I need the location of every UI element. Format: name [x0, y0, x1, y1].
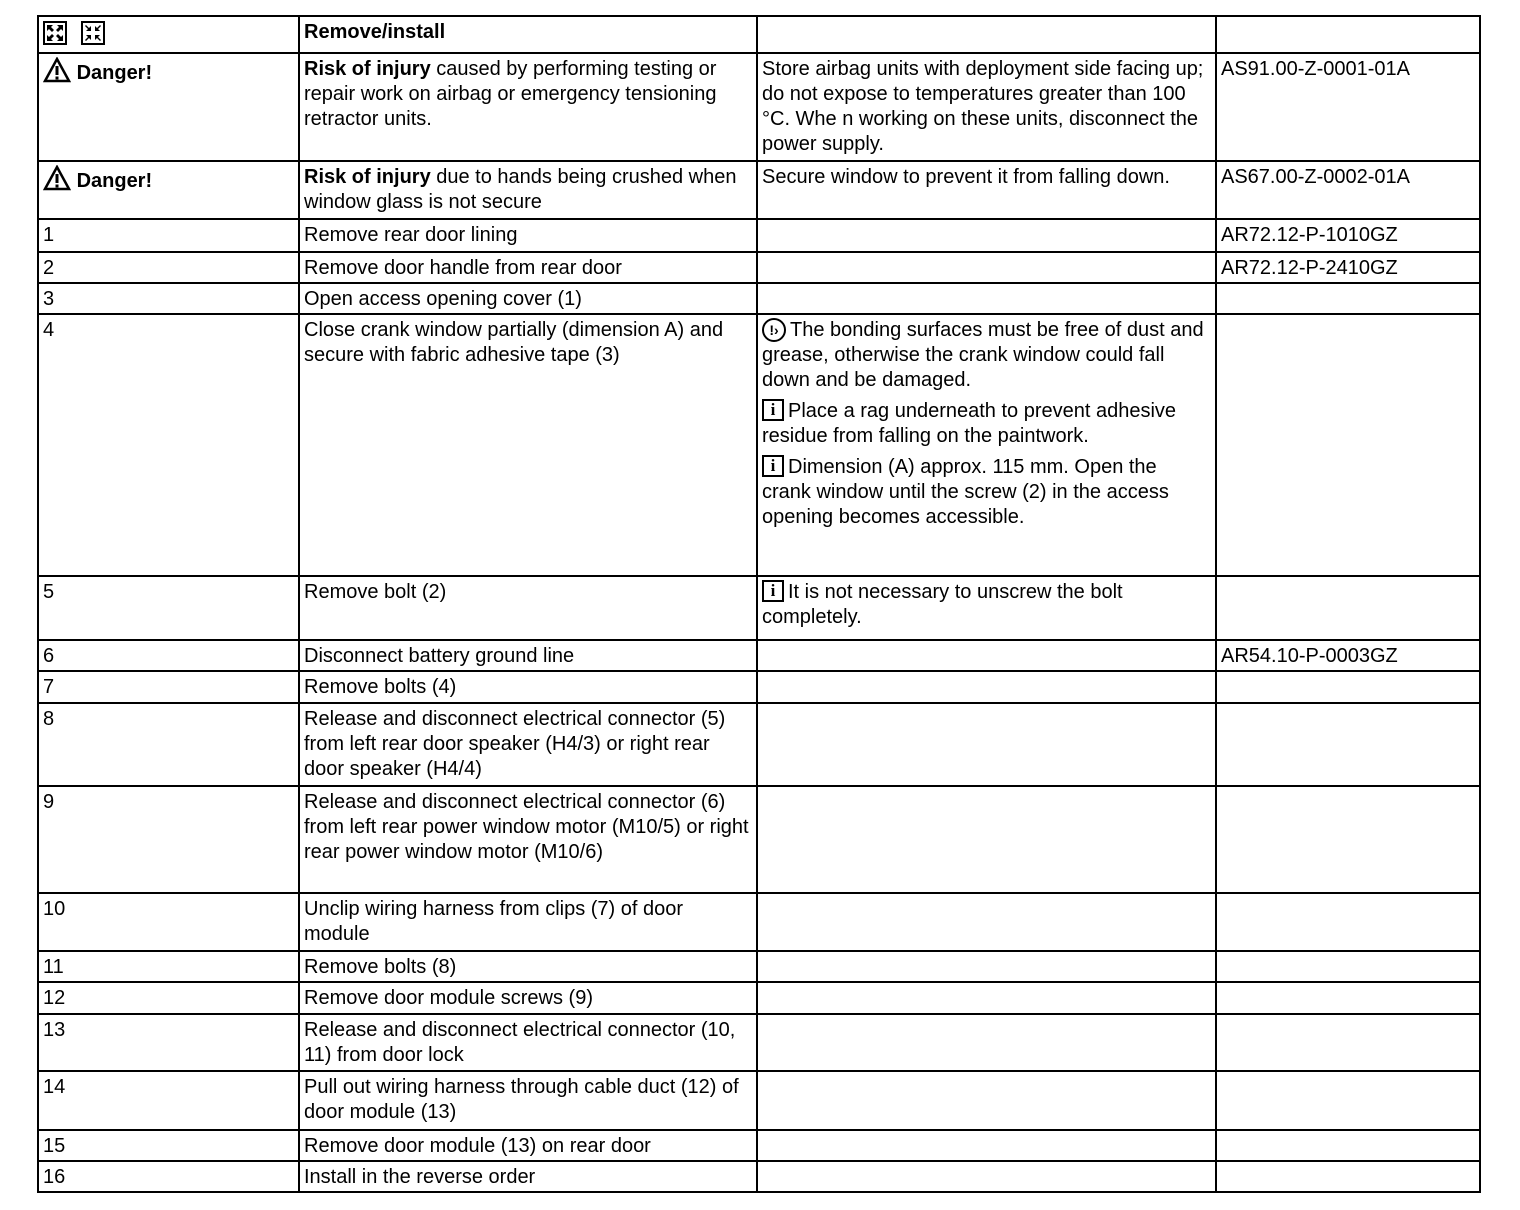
step-number: 16	[38, 1161, 299, 1192]
reference-link[interactable]: AR72.12-P-1010GZ	[1216, 219, 1480, 252]
step-number: 1	[38, 219, 299, 252]
step-number: 14	[38, 1071, 299, 1130]
step-text: Release and disconnect electrical connector (6) from left rear power window motor (M10/5) or right rear power window motor (M10/6)	[299, 786, 757, 893]
step-notes	[757, 703, 1216, 786]
reference-link[interactable]	[1216, 671, 1480, 703]
step-notes	[757, 252, 1216, 283]
step-row	[38, 576, 1480, 640]
note	[762, 455, 1211, 530]
step-number: 5	[38, 576, 299, 640]
risk-title: Risk of injury	[304, 166, 431, 188]
step-notes	[757, 640, 1216, 671]
view-icons-cell	[38, 16, 299, 53]
step-notes	[757, 893, 1216, 951]
reference-link[interactable]: AS91.00-Z-0001-01A	[1216, 53, 1480, 161]
step-number: 4	[38, 314, 299, 576]
reference-link[interactable]: AR54.10-P-0003GZ	[1216, 640, 1480, 671]
step-notes	[757, 951, 1216, 982]
step-row	[38, 893, 1480, 951]
step-text: Open access opening cover (1)	[299, 283, 757, 314]
step-text: Close crank window partially (dimension A) and secure with fabric adhesive tape (3)	[299, 314, 757, 576]
info-icon: i	[762, 399, 784, 421]
step-notes	[757, 314, 1216, 576]
expand-icon[interactable]	[43, 21, 67, 45]
step-number: 12	[38, 982, 299, 1014]
step-number: 9	[38, 786, 299, 893]
protective-measure: Store airbag units with deployment side facing up; do not expose to temperatures greater than 100 °C. Whe n working on these units, disconnect the power supply.	[757, 53, 1216, 161]
step-notes	[757, 576, 1216, 640]
reference-link[interactable]	[1216, 283, 1480, 314]
step-row	[38, 703, 1480, 786]
risk-title: Risk of injury	[304, 58, 431, 80]
step-notes	[757, 1014, 1216, 1071]
reference-link[interactable]	[1216, 1130, 1480, 1161]
reference-link[interactable]	[1216, 1161, 1480, 1192]
danger-label: Danger!	[76, 170, 153, 192]
reference-link[interactable]: AS67.00-Z-0002-01A	[1216, 161, 1480, 219]
reference-link[interactable]	[1216, 786, 1480, 893]
note-text: It is not necessary to unscrew the bolt completely.	[762, 581, 1123, 628]
caution-icon: !›	[762, 318, 786, 342]
step-text: Remove door module (13) on rear door	[299, 1130, 757, 1161]
step-row	[38, 1161, 1480, 1192]
step-number: 3	[38, 283, 299, 314]
section-title: Remove/install	[299, 16, 757, 53]
step-notes	[757, 1130, 1216, 1161]
reference-link[interactable]: AR72.12-P-2410GZ	[1216, 252, 1480, 283]
danger-label: Danger!	[76, 62, 153, 84]
risk-description: due to hands being crushed when window glass is not secure	[304, 166, 737, 213]
step-row	[38, 951, 1480, 982]
step-row	[38, 786, 1480, 893]
step-row	[38, 982, 1480, 1014]
step-text: Pull out wiring harness through cable duct (12) of door module (13)	[299, 1071, 757, 1130]
note-text: The bonding surfaces must be free of dust and grease, otherwise the crank window could fall down and be damaged.	[762, 319, 1204, 391]
note	[762, 580, 1211, 630]
reference-link[interactable]	[1216, 982, 1480, 1014]
step-notes	[757, 982, 1216, 1014]
step-text: Remove bolts (4)	[299, 671, 757, 703]
step-notes	[757, 1071, 1216, 1130]
danger-label-cell	[38, 53, 299, 161]
step-text: Remove door handle from rear door	[299, 252, 757, 283]
step-notes	[757, 1161, 1216, 1192]
step-text: Release and disconnect electrical connector (5) from left rear door speaker (H4/3) or right rear door speaker (H4/4)	[299, 703, 757, 786]
step-row	[38, 1071, 1480, 1130]
step-text: Remove bolt (2)	[299, 576, 757, 640]
step-row	[38, 314, 1480, 576]
danger-label-cell	[38, 161, 299, 219]
step-text: Remove bolts (8)	[299, 951, 757, 982]
step-number: 8	[38, 703, 299, 786]
risk-description: caused by performing testing or repair work on airbag or emergency tensioning retractor units.	[304, 58, 717, 130]
danger-row	[38, 161, 1480, 219]
note-text: Place a rag underneath to prevent adhesive residue from falling on the paintwork.	[762, 400, 1177, 447]
note-text: Dimension (A) approx. 115 mm. Open the crank window until the screw (2) in the access opening becomes accessible.	[762, 456, 1169, 528]
step-text: Release and disconnect electrical connector (10, 11) from door lock	[299, 1014, 757, 1071]
collapse-icon[interactable]	[81, 21, 105, 45]
step-row	[38, 1130, 1480, 1161]
reference-link[interactable]	[1216, 576, 1480, 640]
reference-link[interactable]	[1216, 1014, 1480, 1071]
warning-triangle-icon	[43, 57, 71, 83]
reference-link[interactable]	[1216, 893, 1480, 951]
step-notes	[757, 786, 1216, 893]
reference-link[interactable]	[1216, 951, 1480, 982]
step-row	[38, 219, 1480, 252]
protective-measure: Secure window to prevent it from falling down.	[757, 161, 1216, 219]
step-number: 7	[38, 671, 299, 703]
note	[762, 399, 1211, 449]
header-row	[38, 16, 1480, 53]
note	[762, 318, 1211, 393]
step-notes	[757, 671, 1216, 703]
step-text: Remove door module screws (9)	[299, 982, 757, 1014]
step-number: 2	[38, 252, 299, 283]
procedure-table	[37, 15, 1481, 1193]
reference-link[interactable]	[1216, 314, 1480, 576]
step-text: Unclip wiring harness from clips (7) of door module	[299, 893, 757, 951]
step-row	[38, 1014, 1480, 1071]
step-number: 6	[38, 640, 299, 671]
step-row	[38, 283, 1480, 314]
reference-link[interactable]	[1216, 1071, 1480, 1130]
step-text: Install in the reverse order	[299, 1161, 757, 1192]
step-row	[38, 640, 1480, 671]
step-notes	[757, 219, 1216, 252]
warning-triangle-icon	[43, 165, 71, 191]
info-icon: i	[762, 580, 784, 602]
step-row	[38, 252, 1480, 283]
danger-row	[38, 53, 1480, 161]
step-notes	[757, 283, 1216, 314]
step-number: 10	[38, 893, 299, 951]
reference-link[interactable]	[1216, 703, 1480, 786]
step-text: Disconnect battery ground line	[299, 640, 757, 671]
step-number: 15	[38, 1130, 299, 1161]
info-icon: i	[762, 455, 784, 477]
step-text: Remove rear door lining	[299, 219, 757, 252]
step-number: 13	[38, 1014, 299, 1071]
step-number: 11	[38, 951, 299, 982]
step-row	[38, 671, 1480, 703]
